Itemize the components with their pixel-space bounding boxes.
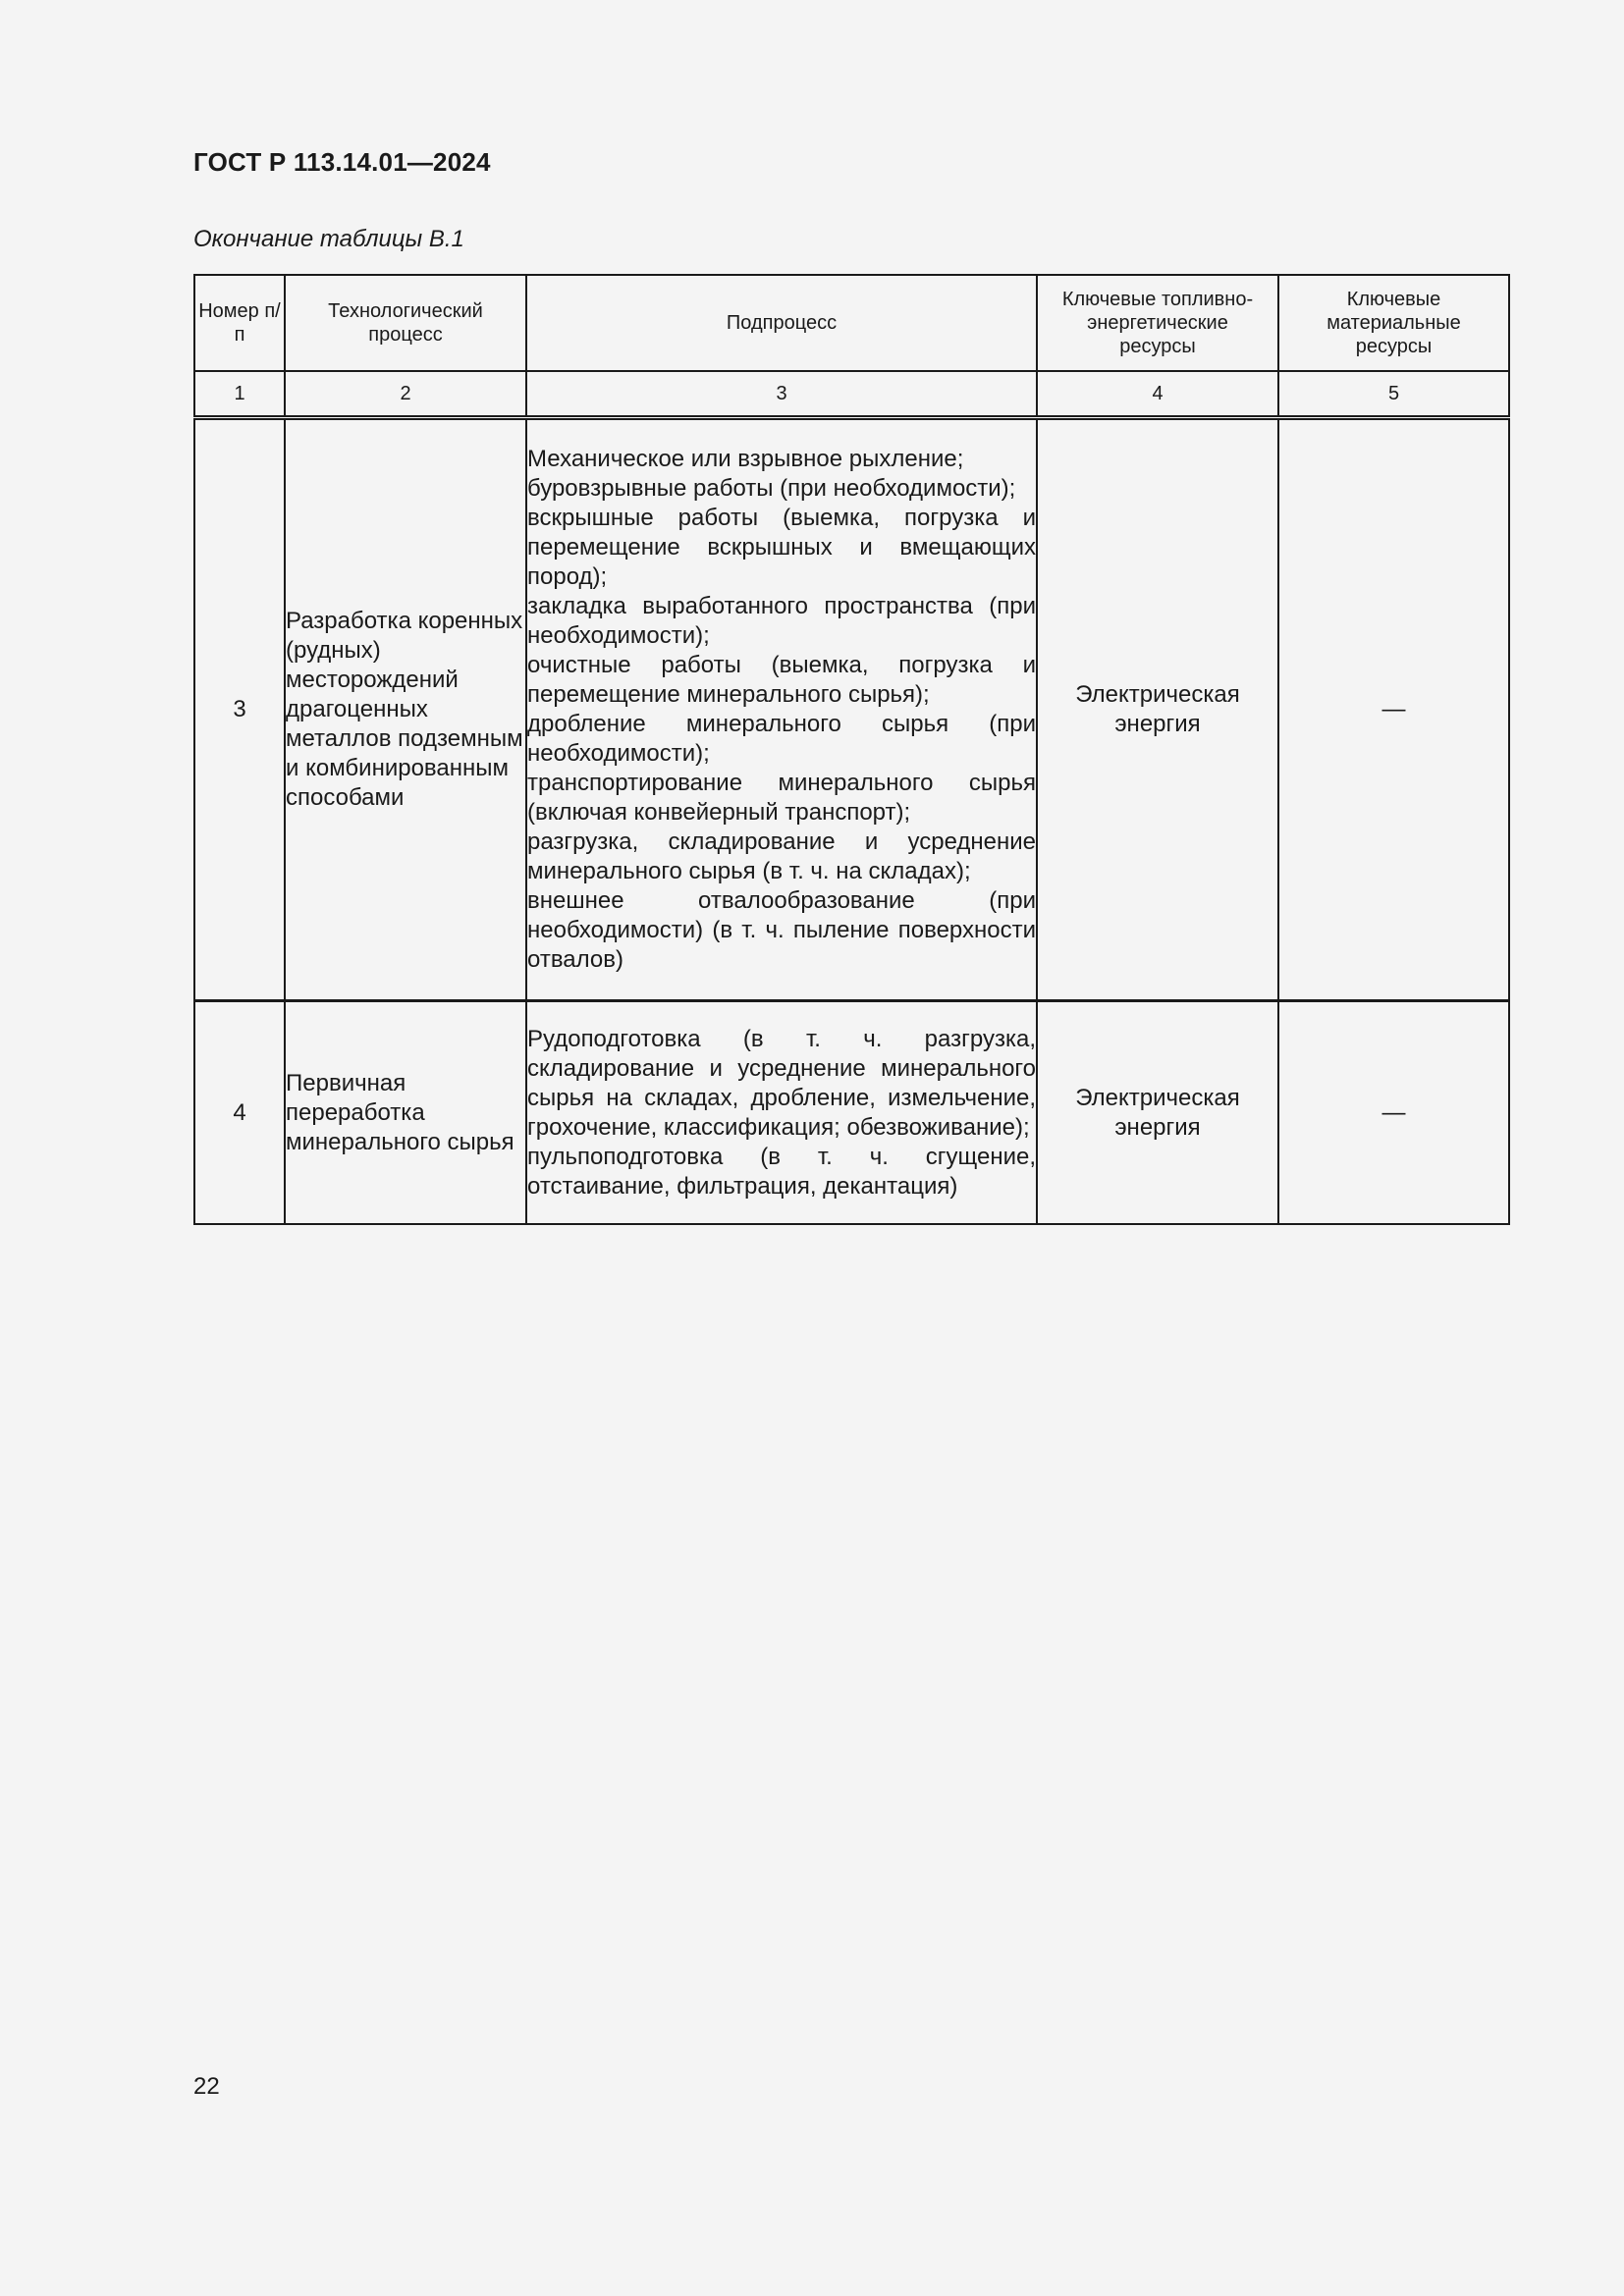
column-header-subprocess: Подпроцесс	[526, 275, 1037, 371]
row-number: 3	[194, 418, 285, 1001]
subprocess-item: буровзрывные работы (при необходимости);	[527, 475, 1016, 502]
column-number-row	[194, 371, 1509, 418]
table-row	[194, 418, 1509, 1001]
process-cell: Разработка коренных (рудных) месторождений драгоценных металлов подземным и комбинированным способами	[285, 418, 526, 1001]
material-resources-cell: —	[1278, 1001, 1509, 1225]
resources-table	[193, 274, 1510, 1225]
subprocess-item: Рудоподготовка (в т. ч. разгрузка, складирование и усреднение минерального сырья на складах, дробление, измельчение, грохочение, классификация; обезвоживание);	[527, 1025, 1036, 1141]
subprocess-item: пульпоподготовка (в т. ч. сгущение, отстаивание, фильтрация, декантация)	[527, 1143, 1036, 1200]
column-number: 4	[1037, 371, 1278, 418]
energy-resources-cell: Электрическая энергия	[1037, 418, 1278, 1001]
column-header-energy-resources: Ключевые топливно-энергетические ресурсы	[1037, 275, 1278, 371]
subprocess-cell	[526, 1001, 1037, 1225]
subprocess-item: закладка выработанного пространства (при необходимости);	[527, 593, 1036, 649]
column-header-material-resources: Ключевые материальные ресурсы	[1278, 275, 1509, 371]
subprocess-item: разгрузка, складирование и усреднение минерального сырья (в т. ч. на складах);	[527, 828, 1036, 884]
subprocess-item: дробление минерального сырья (при необходимости);	[527, 711, 1036, 767]
subprocess-item: очистные работы (выемка, погрузка и перемещение минерального сырья);	[527, 652, 1036, 708]
page-number: 22	[193, 2073, 220, 2100]
column-number: 5	[1278, 371, 1509, 418]
column-number: 1	[194, 371, 285, 418]
column-number: 3	[526, 371, 1037, 418]
subprocess-item: Механическое или взрывное рыхление;	[527, 446, 964, 472]
subprocess-item: внешнее отвалообразование (при необходимости) (в т. ч. пыление поверхности отвалов)	[527, 887, 1036, 973]
subprocess-item: вскрышные работы (выемка, погрузка и перемещение вскрышных и вмещающих пород);	[527, 505, 1036, 590]
column-number: 2	[285, 371, 526, 418]
process-cell: Первичная переработка минерального сырья	[285, 1001, 526, 1225]
material-resources-cell: —	[1278, 418, 1509, 1001]
table-caption: Окончание таблицы В.1	[193, 226, 464, 252]
table-row	[194, 1001, 1509, 1225]
column-header-number: Номер п/п	[194, 275, 285, 371]
document-header: ГОСТ Р 113.14.01—2024	[193, 147, 491, 177]
subprocess-cell	[526, 418, 1037, 1001]
energy-resources-cell: Электрическая энергия	[1037, 1001, 1278, 1225]
subprocess-item: транспортирование минерального сырья (включая конвейерный транспорт);	[527, 770, 1036, 826]
table-header-row	[194, 275, 1509, 371]
row-number: 4	[194, 1001, 285, 1225]
column-header-process: Технологический процесс	[285, 275, 526, 371]
